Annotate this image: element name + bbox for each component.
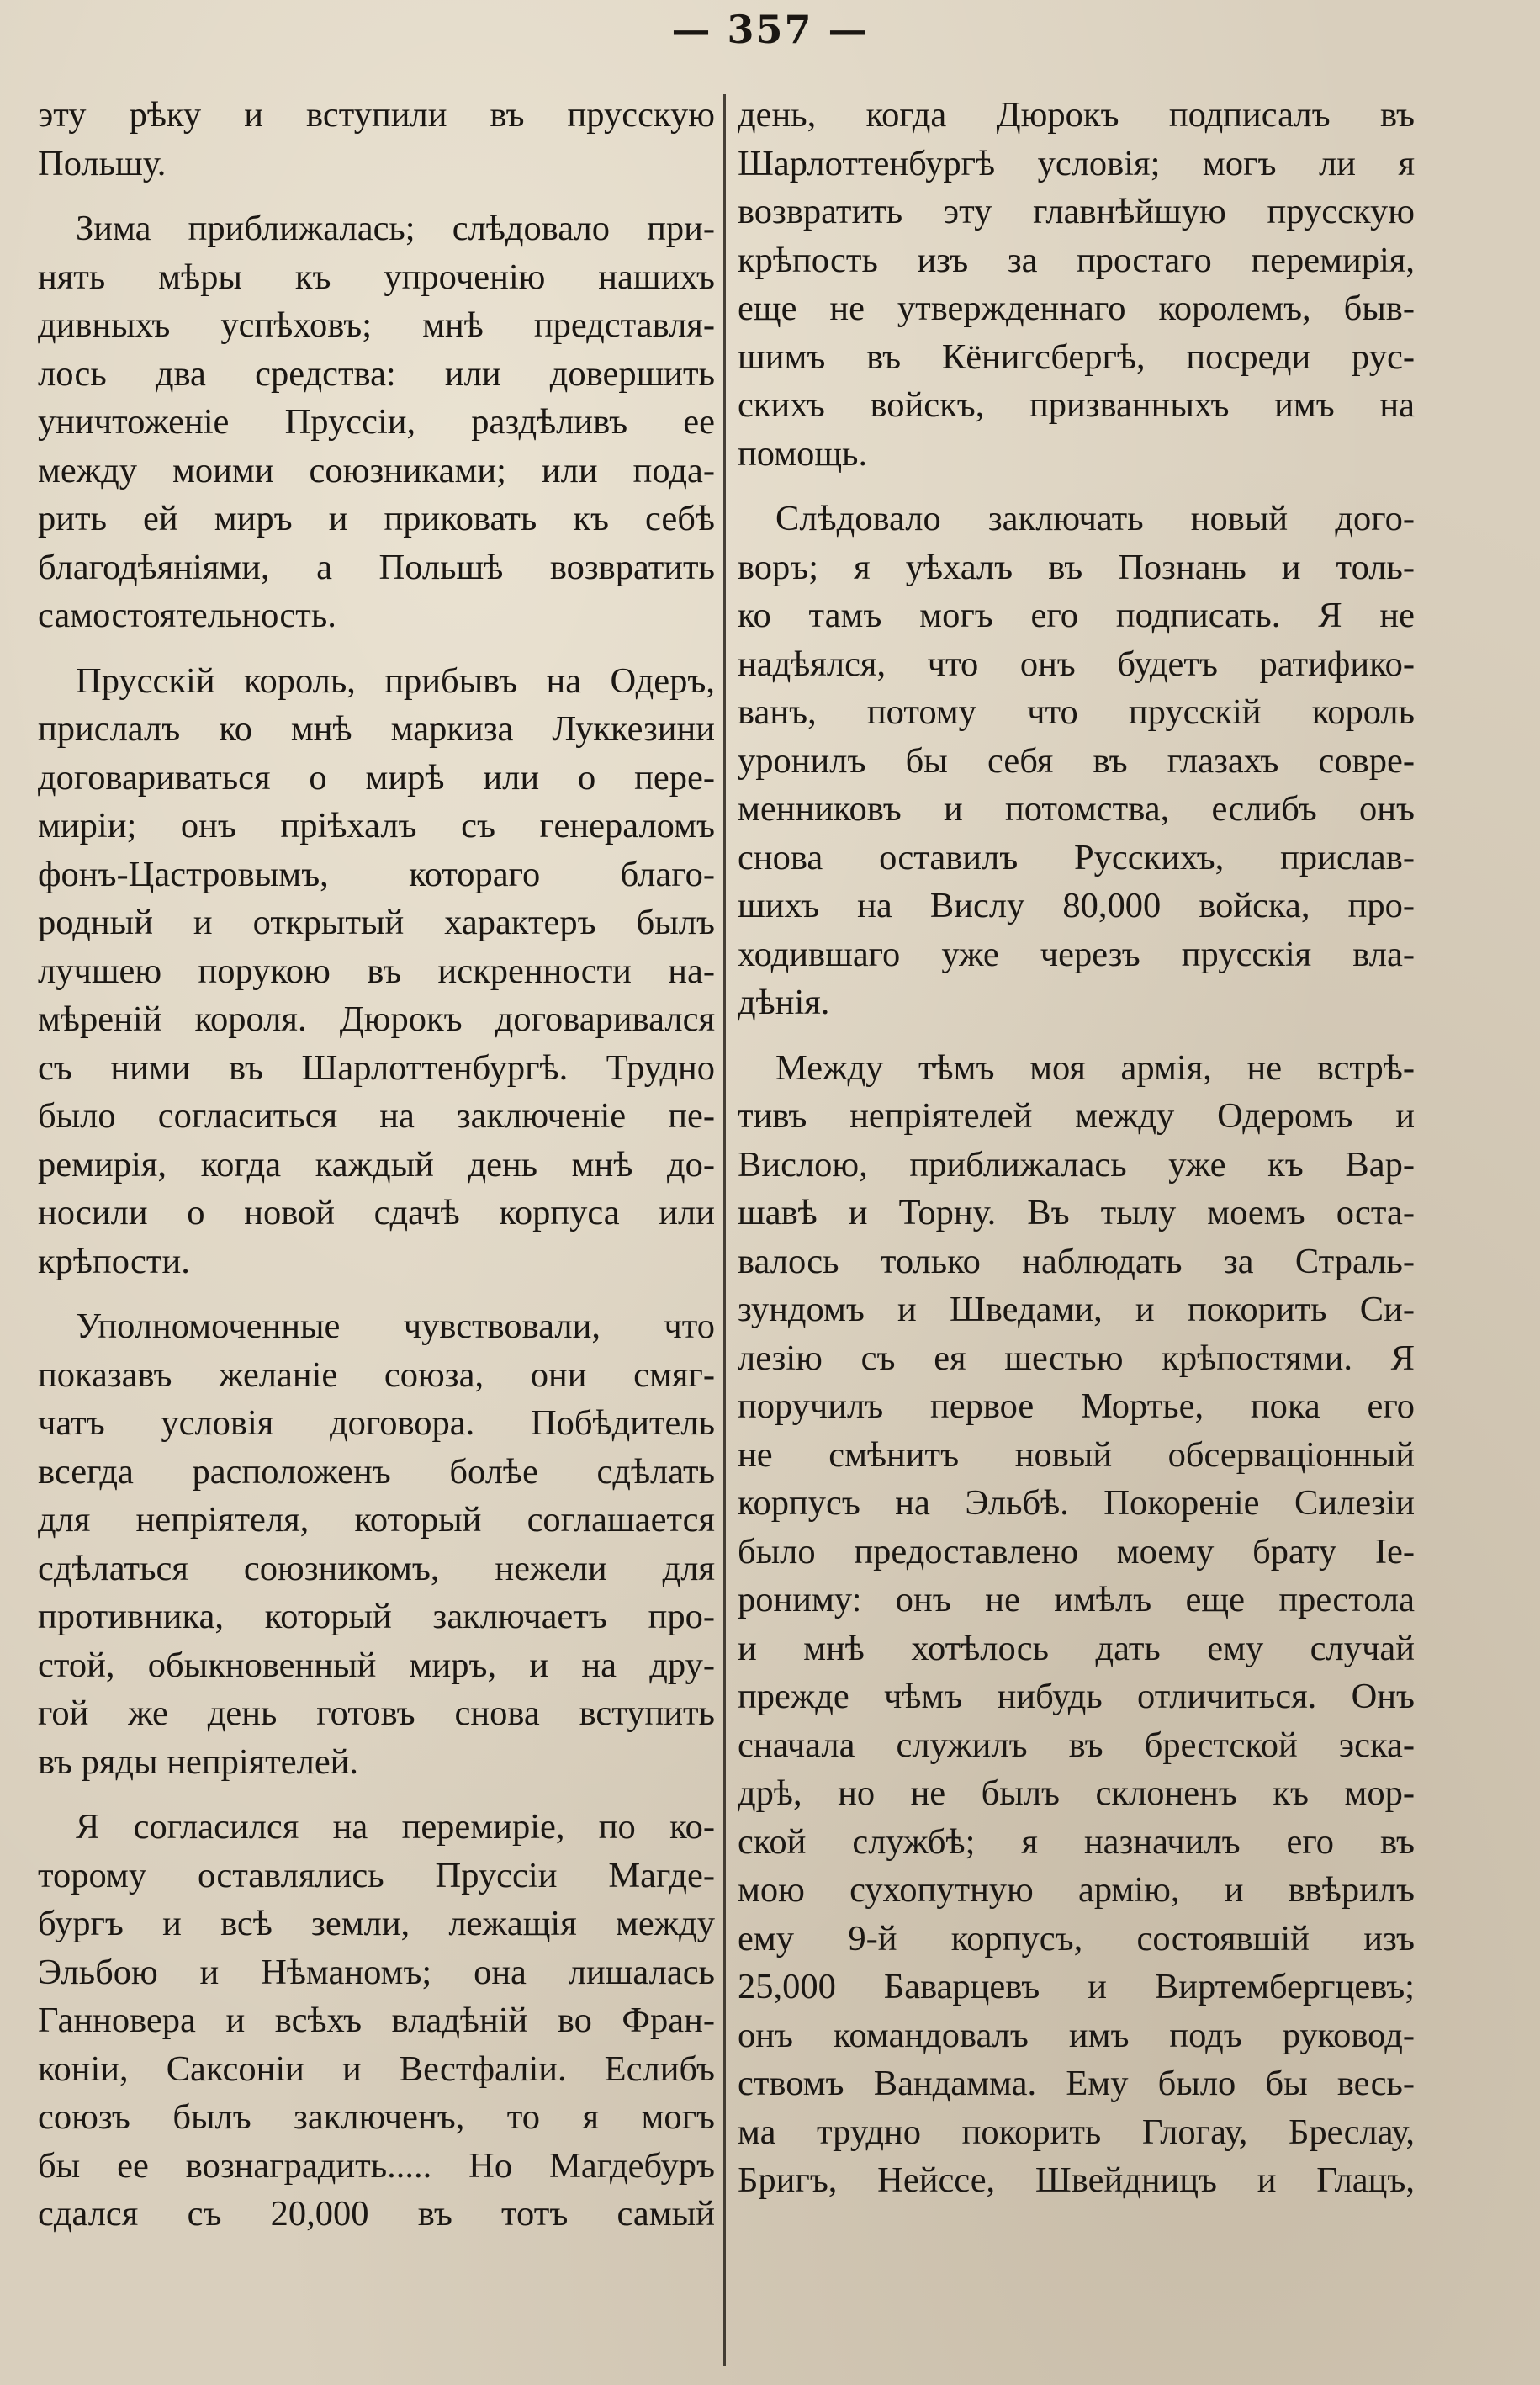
text-line: самостоятельность. [38, 596, 336, 635]
text-line: съ ними въ Шарлоттенбургѣ. Трудно [38, 1047, 715, 1088]
text-line: онъ командовалъ имъ подъ руковод- [738, 2015, 1415, 2055]
text-line: лось два средства: или довершить [38, 353, 715, 394]
text-line: Прусскій король, прибывъ на Одеръ, [76, 660, 715, 701]
text-line: уронилъ бы себя въ глазахъ совре- [738, 740, 1415, 781]
text-line: эту рѣку и вступили въ прусскую [38, 95, 715, 135]
text-line: поручилъ первое Мортье, пока его [738, 1386, 1415, 1426]
text-line: фонъ-Цастровымъ, котораго благо- [38, 854, 715, 894]
text-line: Эльбою и Нѣманомъ; она лишалась [38, 1952, 715, 1992]
text-line: ко тамъ могъ его подписать. Я не [738, 596, 1415, 635]
text-line: бы ее вознаградить..... Но Магдебуръ [38, 2145, 715, 2186]
text-line: сначала служилъ въ брестской эска- [738, 1725, 1415, 1765]
text-line: показавъ желаніе союза, они смяг- [38, 1354, 715, 1395]
left-column [38, 91, 715, 2239]
text-line: воръ; я уѣхалъ въ Познань и толь- [738, 547, 1415, 587]
text-line: миріи; онъ пріѣхалъ съ генераломъ [38, 806, 715, 845]
text-line: сдѣлаться союзникомъ, нежели для [38, 1548, 715, 1588]
text-line: между моими союзниками; или пода- [38, 450, 715, 490]
text-line: уничтоженіе Пруссіи, раздѣливъ ее [38, 402, 715, 442]
text-line: Вислою, приближалась уже къ Вар- [738, 1144, 1415, 1185]
text-line: лучшею порукою въ искренности на- [38, 951, 715, 991]
text-line: Ганновера и всѣхъ владѣній во Фран- [38, 2001, 715, 2040]
text-line: бургъ и всѣ земли, лежащія между [38, 1904, 715, 1943]
text-line: благодѣяніями, а Польшѣ возвратить [38, 547, 715, 587]
text-line: рить ей миръ и приковать къ себѣ [38, 499, 715, 538]
text-line: крѣпости. [38, 1241, 190, 1281]
text-line: нять мѣры къ упроченію нашихъ [38, 257, 715, 297]
text-line: мѣреній короля. Дюрокъ договаривался [38, 999, 715, 1039]
text-line: тивъ непріятелей между Одеромъ и [738, 1096, 1415, 1136]
text-line: было предоставлено моему брату Іе- [738, 1531, 1415, 1571]
text-line: надѣялся, что онъ будетъ ратифико- [738, 644, 1415, 684]
paragraph-gap [38, 1786, 715, 1803]
text-line: прежде чѣмъ нибудь отличиться. Онъ [738, 1677, 1415, 1716]
text-line: лезію съ ея шестью крѣпостями. Я [738, 1338, 1415, 1378]
text-line: возвратить эту главнѣйшую прусскую [738, 192, 1415, 231]
text-line: дрѣ, но не былъ склоненъ къ мор- [738, 1773, 1415, 1813]
text-line: Уполномоченные чувствовали, что [76, 1306, 715, 1346]
text-line: 25,000 Баварцевъ и Виртембергцевъ; [738, 1967, 1415, 2006]
text-line: ствомъ Вандамма. Ему было бы весь- [738, 2064, 1415, 2103]
page-number: — 357 — [671, 7, 869, 52]
text-line: корпусъ на Эльбѣ. Покореніе Силезіи [738, 1483, 1415, 1523]
text-line: гой же день готовъ снова вступить [38, 1693, 715, 1733]
text-line: валось только наблюдать за Страль- [738, 1241, 1415, 1281]
paragraph-gap [738, 1027, 1415, 1044]
text-line: не смѣнитъ новый обсерваціонный [738, 1434, 1415, 1475]
text-line: шимъ въ Кёнигсбергѣ, посреди рус- [738, 337, 1415, 377]
text-line: дивныхъ успѣховъ; мнѣ представля- [38, 305, 715, 345]
paragraph-gap [38, 1285, 715, 1302]
text-line: носили о новой сдачѣ корпуса или [38, 1193, 715, 1232]
text-line: еще не утвержденнаго королемъ, быв- [738, 289, 1415, 328]
text-line: всегда расположенъ болѣе сдѣлать [38, 1451, 715, 1492]
text-line: ма трудно покорить Глогау, Бреслау, [738, 2112, 1415, 2152]
text-line: Я согласился на перемиріе, по ко- [76, 1807, 715, 1847]
text-line: стой, обыкновенный миръ, и на дру- [38, 1645, 715, 1685]
text-line: ходившаго уже черезъ прусскія вла- [738, 934, 1415, 974]
text-line: скихъ войскъ, призванныхъ имъ на [738, 385, 1415, 425]
text-line: зундомъ и Шведами, и покорить Си- [738, 1290, 1415, 1329]
text-line: Польшу. [38, 143, 167, 183]
text-line: Бригъ, Нейссе, Швейдницъ и Глацъ, [738, 2160, 1415, 2200]
text-line: день, когда Дюрокъ подписалъ въ [738, 95, 1415, 135]
text-line: коніи, Саксоніи и Вестфаліи. Еслибъ [38, 2048, 715, 2089]
text-line: менниковъ и потомства, еслибъ онъ [738, 789, 1415, 829]
text-line: мою сухопутную армію, и ввѣрилъ [738, 1870, 1415, 1910]
text-line: было согласиться на заключеніе пе- [38, 1096, 715, 1136]
paragraph-gap [738, 478, 1415, 495]
text-line: Зима приближалась; слѣдовало при- [76, 209, 715, 248]
text-line: Между тѣмъ моя армія, не встрѣ- [775, 1047, 1415, 1088]
text-line: дѣнія. [738, 983, 830, 1022]
paragraph-gap [38, 640, 715, 657]
text-line: ремирія, когда каждый день мнѣ до- [38, 1144, 715, 1185]
text-line: Шарлоттенбургѣ условія; могъ ли я [738, 143, 1415, 183]
right-column [738, 91, 1415, 2205]
text-line: союзъ былъ заключенъ, то я могъ [38, 2097, 715, 2137]
text-line: договариваться о мирѣ или о пере- [38, 757, 715, 798]
text-line: въ ряды непріятелей. [38, 1741, 359, 1782]
text-line: и мнѣ хотѣлось дать ему случай [738, 1628, 1415, 1668]
text-line: шихъ на Вислу 80,000 войска, про- [738, 886, 1415, 925]
text-line: прислалъ ко мнѣ маркиза Луккезини [38, 709, 715, 749]
text-line: ему 9-й корпусъ, состоявшій изъ [738, 1918, 1415, 1958]
text-line: Слѣдовало заключать новый дого- [775, 499, 1415, 538]
text-line: противника, который заключаетъ про- [38, 1597, 715, 1636]
column-divider [723, 94, 726, 2366]
text-line: сдался съ 20,000 въ тотъ самый [38, 2194, 715, 2234]
text-line: ской службѣ; я назначилъ его въ [738, 1821, 1415, 1862]
text-line: чатъ условія договора. Побѣдитель [38, 1403, 715, 1443]
text-line: снова оставилъ Русскихъ, прислав- [738, 837, 1415, 877]
text-line: крѣпость изъ за простаго перемирія, [738, 240, 1415, 280]
text-line: помощь. [738, 433, 868, 474]
text-line: торому оставлялись Пруссіи Магде- [38, 1855, 715, 1895]
text-line: для непріятеля, который соглашается [38, 1500, 715, 1540]
paragraph-gap [38, 188, 715, 204]
text-line: шавѣ и Торну. Въ тылу моемъ оста- [738, 1193, 1415, 1232]
text-line: родный и открытый характеръ былъ [38, 903, 715, 942]
text-line: рониму: онъ не имѣлъ еще престола [738, 1580, 1415, 1619]
text-line: ванъ, потому что прусскій король [738, 692, 1415, 732]
